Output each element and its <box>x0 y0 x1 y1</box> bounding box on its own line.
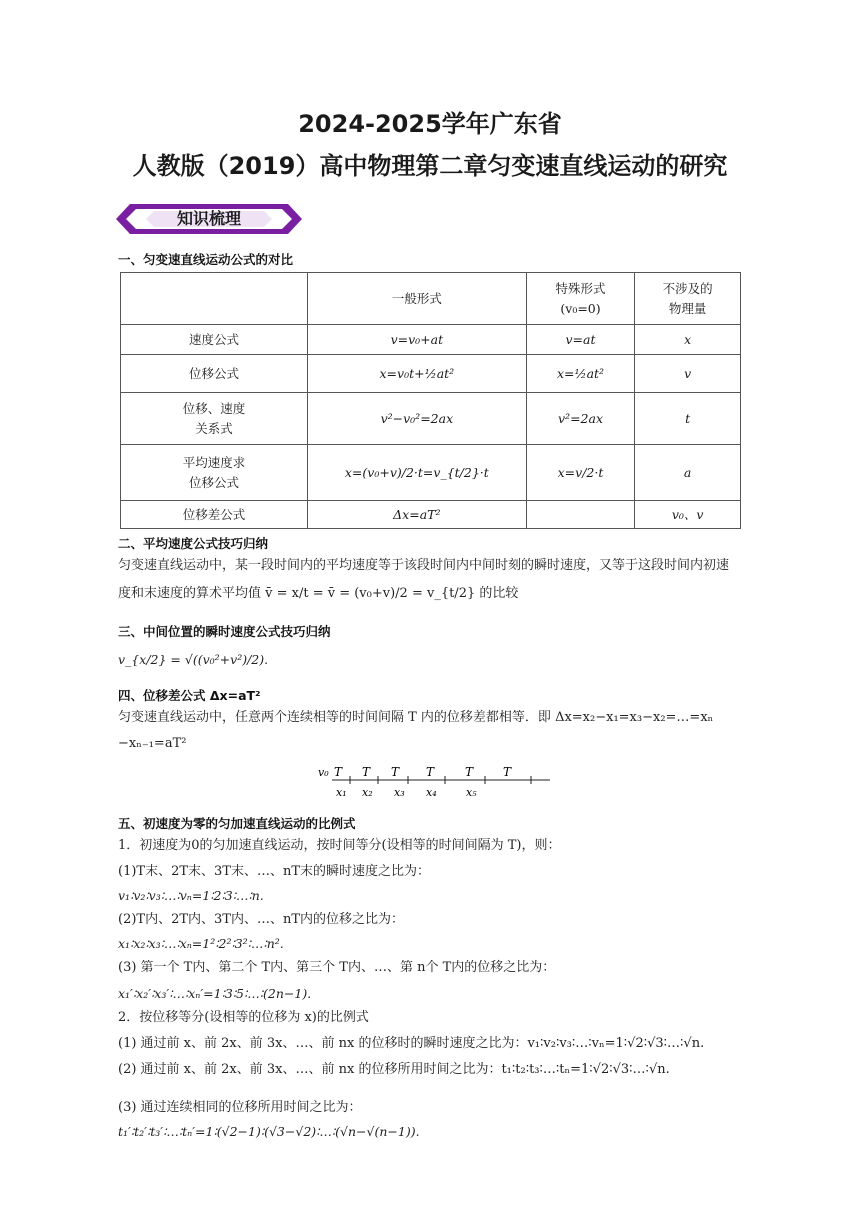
table-row <box>121 325 741 355</box>
row-missing: a <box>635 445 741 501</box>
section5-line: (3) 通过连续相同的位移所用时间之比为： <box>118 1100 362 1115</box>
section5-line: 1．初速度为0的匀加速直线运动，按时间等分(设相等的时间间隔为 T)，则： <box>118 838 561 853</box>
row-name: 位移差公式 <box>121 501 308 529</box>
row-general: v²−v₀²=2ax <box>307 393 526 445</box>
timeline-x2: x₂ <box>362 786 373 799</box>
timeline-start: v₀ <box>318 766 329 779</box>
row-general: x=v₀t+½at² <box>307 355 526 393</box>
header-missing-l2: 物理量 <box>668 300 707 316</box>
timeline-T: T <box>503 765 512 779</box>
row-special: x=½at² <box>526 355 635 393</box>
section5-line: (1)T末、2T末、3T末、…、nT末的瞬时速度之比为： <box>118 864 431 879</box>
row-name: 速度公式 <box>121 325 308 355</box>
section5-line: t₁′∶t₂′∶t₃′∶…∶tₙ′=1∶(√2−1)∶(√3−√2)∶…∶(√n−√(n−1)). <box>118 1124 420 1139</box>
formula-comparison-table <box>120 272 741 529</box>
table-row <box>121 393 741 445</box>
header-missing <box>635 273 741 325</box>
section5-line: (3) 第一个 T内、第二个 T内、第三个 T内、…、第 n个 T内的位移之比为： <box>118 960 556 975</box>
doc-title-line1: 2024-2025学年广东省 <box>298 110 562 138</box>
row-missing: x <box>635 325 741 355</box>
timeline-T: T <box>362 765 371 779</box>
section2-line2: 度和末速度的算术平均值 v̄ = x/t = v̄ = (v₀+v)/2 = v_{t/2} 的比较 <box>118 586 519 601</box>
section2-heading: 二、平均速度公式技巧归纳 <box>118 536 269 551</box>
table-header-row <box>121 273 741 325</box>
section5-line: (2)T内、2T内、3T内、…、nT内的位移之比为： <box>118 912 405 927</box>
section2-line1: 匀变速直线运动中，某一段时间内的平均速度等于该段时间内中间时刻的瞬时速度，又等于这段时间内初速 <box>118 558 730 573</box>
header-general: 一般形式 <box>307 273 526 325</box>
row-name-l2: 位移公式 <box>188 474 239 490</box>
row-general: x=(v₀+v)/2·t=v_{t/2}·t <box>307 445 526 501</box>
section5-line: (1) 通过前 x、前 2x、前 3x、…、前 nx 的位移时的瞬时速度之比为：v₁∶v₂∶v₃∶…∶vₙ=1∶√2∶√3∶…∶√n. <box>118 1036 705 1051</box>
row-special: x=v/2·t <box>526 445 635 501</box>
section4-line2: −xₙ₋₁=aT² <box>118 736 187 751</box>
timeline-x1: x₁ <box>336 786 347 799</box>
section3-heading: 三、中间位置的瞬时速度公式技巧归纳 <box>118 624 331 639</box>
row-name <box>121 445 308 501</box>
timeline-T: T <box>465 765 474 779</box>
section5-line: x₁∶x₂∶x₃∶…∶xₙ=1²∶2²∶3²∶…∶n². <box>118 936 284 951</box>
row-general: Δx=aT² <box>307 501 526 529</box>
row-special: v=at <box>526 325 635 355</box>
timeline-T: T <box>334 765 343 779</box>
row-special <box>526 501 635 529</box>
timeline-x5: x₅ <box>466 786 477 799</box>
timeline-x4: x₄ <box>426 786 437 799</box>
section3-formula: v_{x/2} = √((v₀²+v²)/2). <box>118 652 269 667</box>
section5-line: v₁∶v₂∶v₃∶…∶vₙ=1∶2∶3∶…∶n. <box>118 888 264 903</box>
row-missing: t <box>635 393 741 445</box>
header-special-l1: 特殊形式 <box>555 280 606 296</box>
table-row <box>121 445 741 501</box>
timeline-T: T <box>391 765 400 779</box>
header-missing-l1: 不涉及的 <box>662 280 713 296</box>
row-name-l1: 平均速度求 <box>182 454 246 470</box>
section5-line: x₁′∶x₂′∶x₃′∶…∶xₙ′=1∶3∶5∶…∶(2n−1). <box>118 986 312 1001</box>
row-name <box>121 393 308 445</box>
table-row <box>121 501 741 529</box>
row-missing: v₀、v <box>635 501 741 529</box>
row-missing: v <box>635 355 741 393</box>
row-name-l2: 关系式 <box>195 420 233 436</box>
timeline-T: T <box>426 765 435 779</box>
doc-title-line2: 人教版（2019）高中物理第二章匀变速直线运动的研究 <box>132 152 728 180</box>
section5-line: (2) 通过前 x、前 2x、前 3x、…、前 nx 的位移所用时间之比为：t₁∶t₂∶t₃∶…∶tₙ=1∶√2∶√3∶…∶√n. <box>118 1062 670 1077</box>
timeline-x3: x₃ <box>394 786 405 799</box>
section1-heading: 一、匀变速直线运动公式的对比 <box>118 252 294 267</box>
section5-heading: 五、初速度为零的匀加速直线运动的比例式 <box>118 816 356 831</box>
table-row <box>121 355 741 393</box>
table-corner <box>121 273 308 325</box>
banner-label: 知识梳理 <box>176 209 241 228</box>
displacement-timeline <box>318 762 558 802</box>
row-name-l1: 位移、速度 <box>182 400 246 416</box>
row-name: 位移公式 <box>121 355 308 393</box>
section4-line1: 匀变速直线运动中，任意两个连续相等的时间间隔 T 内的位移差都相等．即 Δx=x₂−x₁=x₃−x₂=…=xₙ <box>118 710 714 725</box>
row-general: v=v₀+at <box>307 325 526 355</box>
header-special-l2: (v₀=0) <box>560 300 601 316</box>
header-special <box>526 273 635 325</box>
row-special: v²=2ax <box>526 393 635 445</box>
section4-heading: 四、位移差公式 Δx=aT² <box>118 688 261 703</box>
section5-line: 2．按位移等分(设相等的位移为 x)的比例式 <box>118 1010 369 1025</box>
